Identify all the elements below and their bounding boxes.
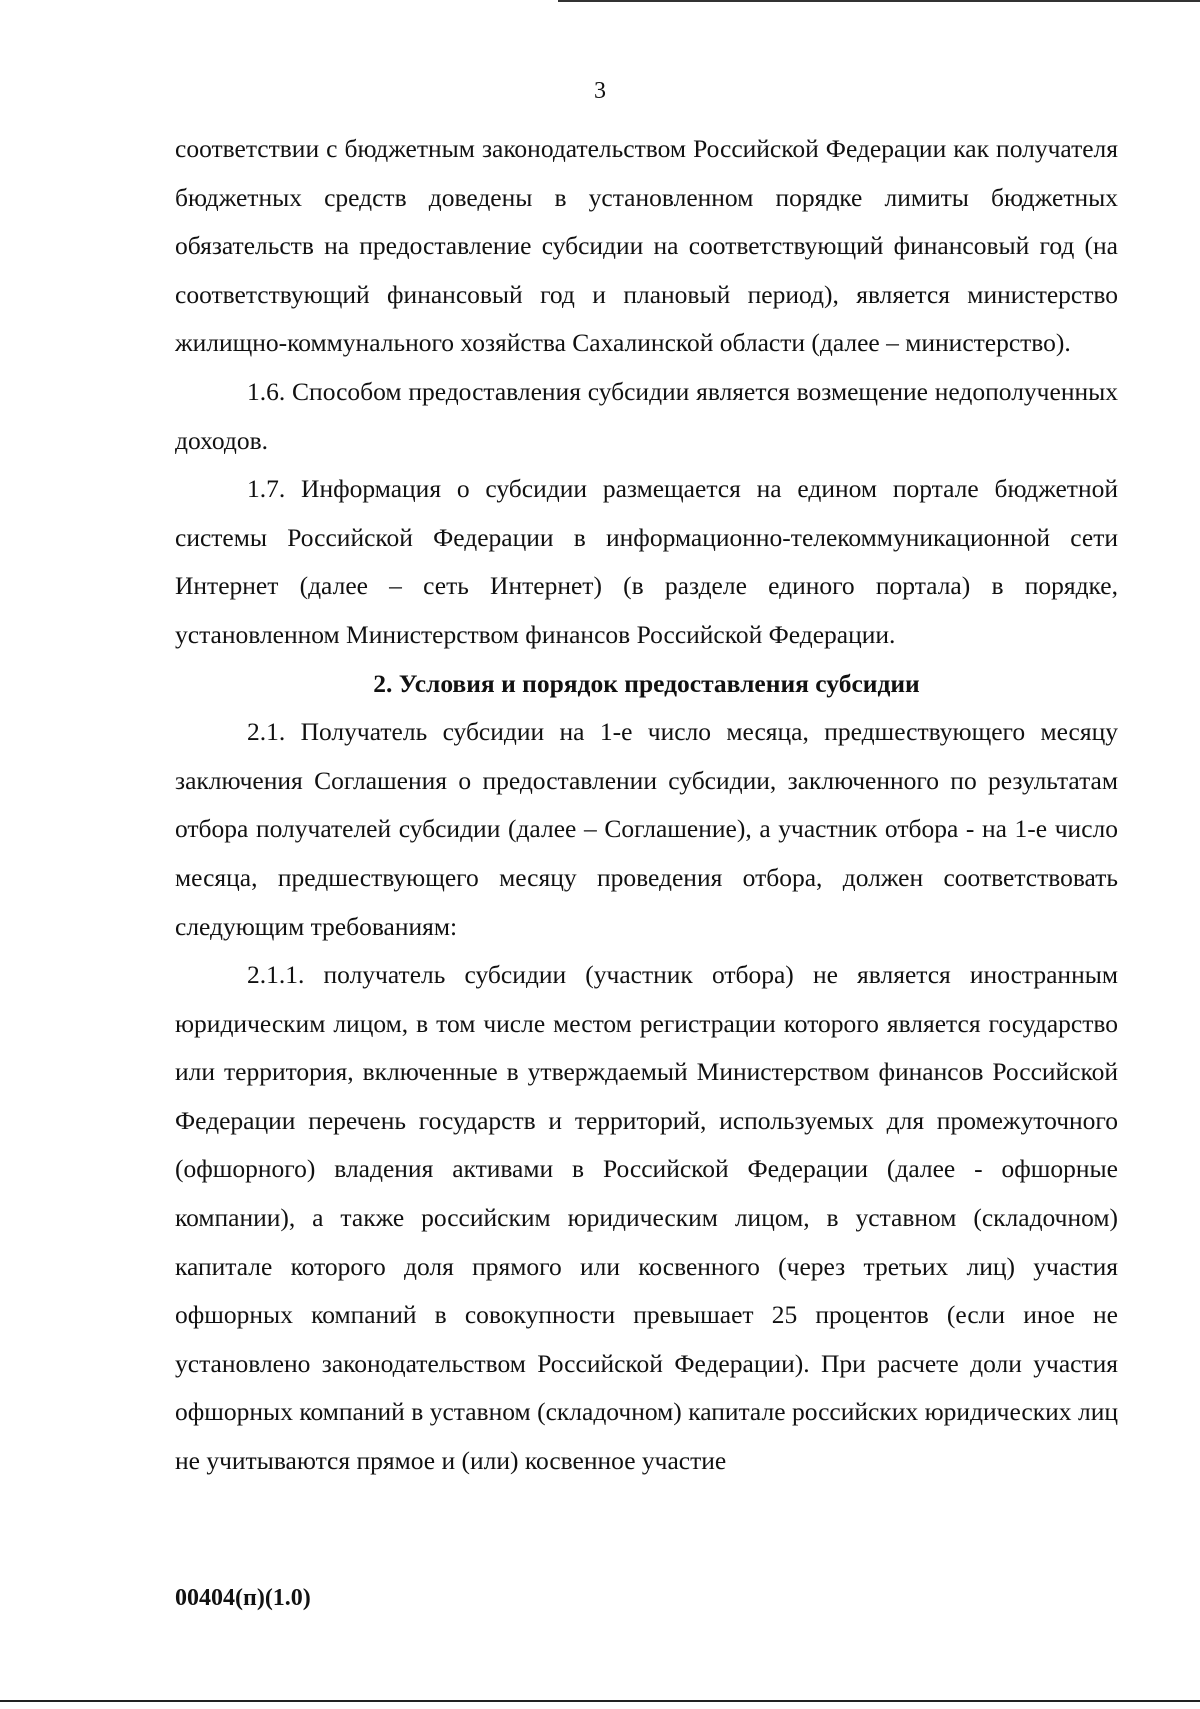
paragraph-1-7: 1.7. Информация о субсидии размещается на едином портале бюджетной системы Российской Федерации в информационно-телекоммуникационной сети Интернет (далее – сеть Интернет) (в разделе единого портала) в порядке, установленном Министерством финансов Российской Федерации.	[175, 474, 1118, 649]
paragraph-2-1-1: 2.1.1. получатель субсидии (участник отбора) не является иностранным юридическим лицом, в том числе местом регистрации которого является государство или территория, включенные в утверждаемый Министерством финансов Российской Федерации перечень государств и территорий, используемых для промежуточного (офшорного) владения активами в Российской Федерации (далее - офшорные компании), а также российским юридическим лицом, в уставном (складочном) капитале которого доля прямого или косвенного (через третьих лиц) участия офшорных компаний в совокупности превышает 25 процентов (если иное не установлено законодательством Российской Федерации). При расчете доли участия офшорных компаний в уставном (складочном) капитале российских юридических лиц не учитываются прямое и (или) косвенное участие	[175, 960, 1118, 1476]
document-body	[175, 125, 1118, 1486]
paragraph-2-1: 2.1. Получатель субсидии на 1-е число месяца, предшествующего месяцу заключения Соглашения о предоставлении субсидии, заключенного по результатам отбора получателей субсидии (далее – Соглашение), а участник отбора - на 1-е число месяца, предшествующего месяцу проведения отбора, должен соответствовать следующим требованиям:	[175, 717, 1118, 941]
document-code: 00404(п)(1.0)	[175, 1585, 311, 1611]
section-heading: 2. Условия и порядок предоставления субсидии	[373, 668, 920, 698]
bottom-border-line	[0, 1700, 1200, 1702]
page-number: 3	[594, 78, 606, 104]
paragraph-continuation: соответствии с бюджетным законодательством Российской Федерации как получателя бюджетных средств доведены в установленном порядке лимиты бюджетных обязательств на предоставление субсидии на соответствующий финансовый год (на соответствующий финансовый год и плановый период), является министерство жилищно-коммунального хозяйства Сахалинской области (далее – министерство).	[175, 134, 1118, 358]
top-border-line	[558, 0, 1200, 2]
paragraph-1-6: 1.6. Способом предоставления субсидии является возмещение недополученных доходов.	[175, 376, 1118, 455]
